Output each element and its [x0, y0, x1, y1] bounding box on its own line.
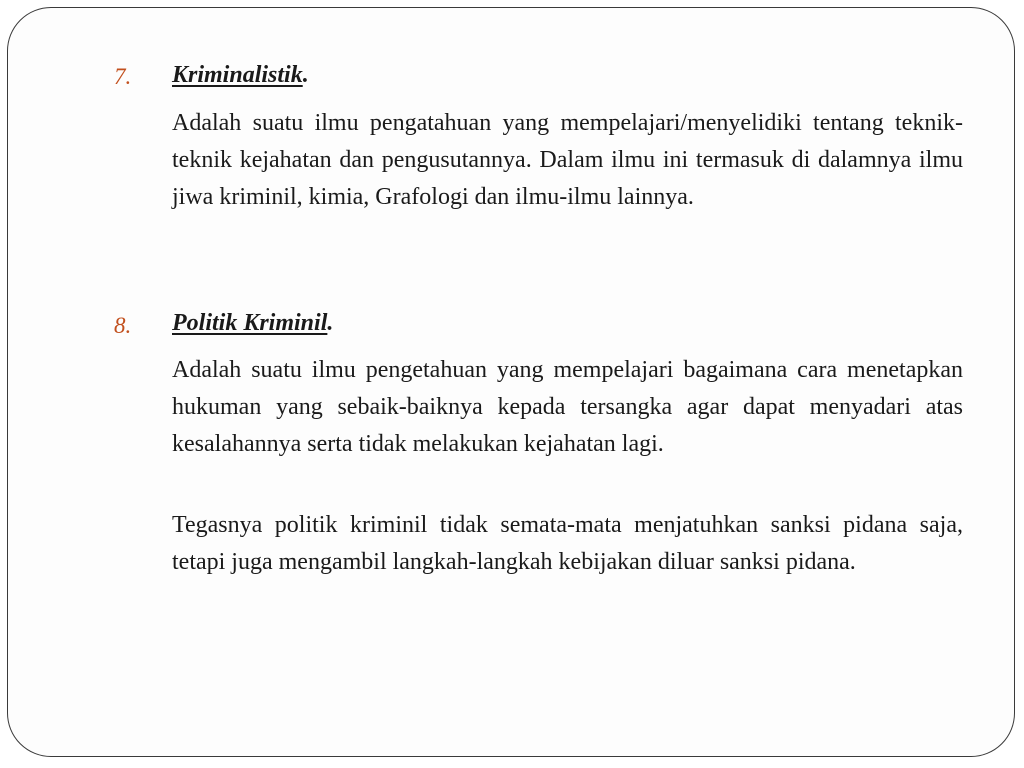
item-paragraph: Adalah suatu ilmu pengetahuan yang mempelajari bagaimana cara menetapkan hukuman yang sebaik-baiknya kepada tersangka agar dapat menyadari atas kesalahannya serta tidak melakukan kejahatan lagi.	[172, 357, 963, 457]
item-title: Politik Kriminil	[172, 310, 328, 336]
item-title-suffix: .	[302, 62, 309, 88]
item-heading-politik-kriminil	[172, 310, 333, 337]
item-title: Kriminalistik	[172, 62, 303, 88]
item-paragraph: Tegasnya politik kriminil tidak semata-mata menjatuhkan sanksi pidana saja, tetapi juga mengambil langkah-langkah kebijakan diluar sanksi pidana.	[172, 512, 963, 575]
item-number-7: 7.	[114, 64, 132, 89]
item-heading-kriminalistik	[172, 62, 309, 89]
item-number-8: 8.	[114, 313, 132, 338]
item-paragraph: Adalah suatu ilmu pengatahuan yang mempelajari/menyelidiki tentang teknik-teknik kejahatan dan pengusutannya. Dalam ilmu ini termasuk di dalamnya ilmu jiwa kriminil, kimia, Grafologi dan ilmu-ilmu lainnya.	[172, 110, 963, 210]
item-title-suffix: .	[327, 310, 334, 336]
